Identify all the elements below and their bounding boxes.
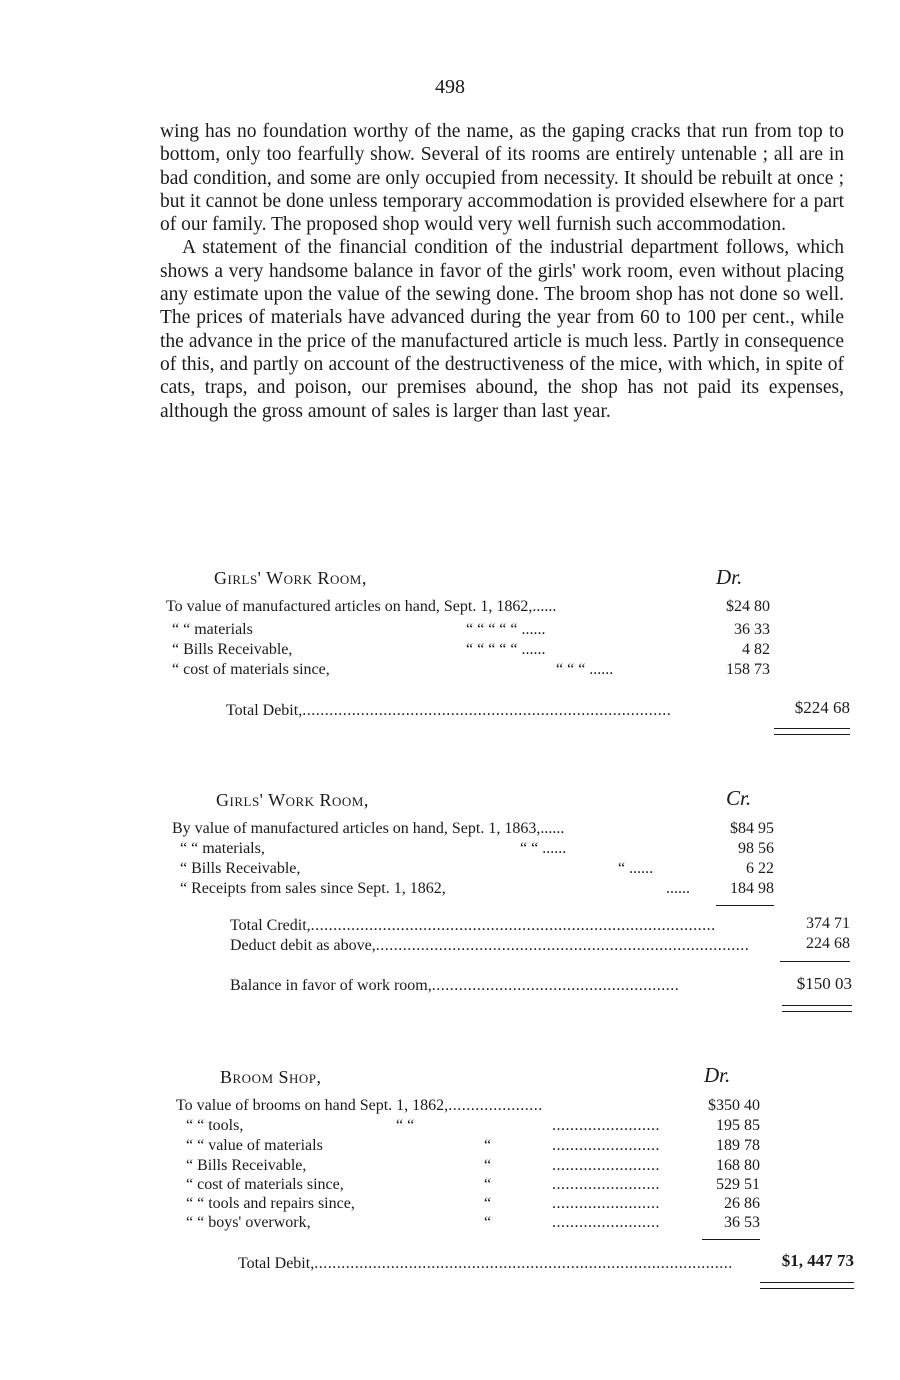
deduct-row <box>230 937 749 955</box>
ledger-amount: 195 85 <box>716 1117 760 1134</box>
ledger-amount: 168 80 <box>716 1157 760 1174</box>
total-label: Total Debit, <box>226 702 303 719</box>
ledger-row-label: “ cost of materials since, <box>172 661 330 678</box>
ledger-row <box>166 598 556 616</box>
double-rule <box>782 1011 852 1012</box>
ledger-ditto: “ <box>484 1157 492 1174</box>
ledger-row-label: “ Bills Receivable, <box>180 860 301 877</box>
ledger-amount: 529 51 <box>716 1176 760 1193</box>
account-heading: Broom Shop, <box>220 1067 322 1087</box>
ledger-ditto: “ “ “ ...... <box>556 661 614 678</box>
account-side: Dr. <box>704 1063 731 1087</box>
total-amount: 374 71 <box>806 915 850 932</box>
total-row <box>226 702 671 720</box>
account-side: Dr. <box>716 565 743 589</box>
account-side: Cr. <box>726 786 752 810</box>
leader-dots: .......................................................................................... <box>310 917 716 934</box>
ledger-ditto: “ ...... <box>618 860 654 877</box>
double-rule <box>760 1288 854 1289</box>
deduct-amount: 224 68 <box>806 935 850 952</box>
body-text <box>160 120 844 423</box>
ledger-amount: 36 33 <box>734 621 770 638</box>
total-row <box>230 917 716 935</box>
page-number: 498 <box>435 76 465 98</box>
leader-dots: ............................................................................................. <box>314 1255 733 1272</box>
ledger-row-label: To value of brooms on hand Sept. 1, 1862, <box>176 1097 449 1114</box>
ledger-row <box>176 1097 543 1115</box>
ledger-row-label: “ cost of materials since, <box>186 1176 344 1193</box>
leader-dots: ........................ <box>552 1137 660 1154</box>
balance-amount: $150 03 <box>796 974 852 993</box>
ledger-row-label: “ “ tools, <box>186 1117 244 1134</box>
ledger-row-label: To value of manufactured articles on hand, Sept. 1, 1862,...... <box>166 598 557 615</box>
deduct-label: Deduct debit as above, <box>230 937 376 954</box>
ledger-amount: $84 95 <box>730 820 774 837</box>
total-label: Total Credit, <box>230 917 311 934</box>
ledger-amount: 26 86 <box>724 1195 760 1212</box>
double-rule <box>782 1005 852 1006</box>
total-amount: $1, 447 73 <box>781 1251 854 1270</box>
account-heading: Girls' Work Room, <box>214 568 367 588</box>
ledger-row-label: “ Receipts from sales since Sept. 1, 1862, <box>180 880 446 897</box>
ledger-ditto: “ “ <box>396 1117 415 1134</box>
leader-dots: ..................... <box>448 1097 543 1114</box>
ledger-ditto: “ <box>484 1176 492 1193</box>
paragraph: A statement of the financial condition of the industrial department follows, which shows a very handsome balance in favor of the girls' work room, even without placing any estimate upon the value of the sewing done. The broom shop has not done so well. The prices of materials have advanced during the year from 60 to 100 per cent., while the advance in the price of the manufactured article is much less. Partly in consequence of this, and partly on account of the destructiveness of the mice, with which, in spite of cats, traps, and poison, our premises abound, the shop has not paid its expenses, although the gross amount of sales is larger than last year. <box>160 237 844 422</box>
balance-row <box>230 977 679 995</box>
leader-dots: ........................ <box>552 1117 660 1134</box>
ledger-row-label: “ “ materials, <box>180 840 265 857</box>
double-rule <box>774 734 850 735</box>
ledger-amount: 98 56 <box>738 840 774 857</box>
ledger-ditto: “ <box>484 1214 492 1231</box>
ledger-row-label: “ “ materials <box>172 621 253 638</box>
ledger-amount: 189 78 <box>716 1137 760 1154</box>
ledger-amount: 36 53 <box>724 1214 760 1231</box>
account-heading: Girls' Work Room, <box>216 790 369 810</box>
ledger-amount: 158 73 <box>726 661 770 678</box>
sum-rule <box>702 1239 760 1240</box>
double-rule <box>760 1282 854 1283</box>
ledger-ditto: “ “ “ “ “ ...... <box>466 621 546 638</box>
ledger-ditto: “ <box>484 1137 492 1154</box>
ledger-row-label: “ Bills Receivable, <box>186 1157 307 1174</box>
sum-rule <box>780 961 850 962</box>
leader-dots: .................................................................................. <box>302 702 672 719</box>
leader-dots: ........................ <box>552 1214 660 1231</box>
ledger-amount: $350 40 <box>708 1097 760 1114</box>
balance-label: Balance in favor of work room, <box>230 977 432 994</box>
leader-dots: ........................ <box>552 1176 660 1193</box>
ledger-row-label: “ “ value of materials <box>186 1137 323 1154</box>
total-row <box>238 1255 733 1273</box>
ledger-row-label: “ “ tools and repairs since, <box>186 1195 355 1212</box>
ledger-row-label: “ Bills Receivable, <box>172 641 293 658</box>
leader-dots: ................................................................................... <box>375 937 750 954</box>
ledger-row-label: By value of manufactured articles on hand, Sept. 1, 1863,...... <box>172 820 565 837</box>
ledger-ditto: “ “ ...... <box>520 840 567 857</box>
sum-rule <box>716 905 774 906</box>
total-amount: $224 68 <box>794 698 850 717</box>
ledger-ditto: “ <box>484 1195 492 1212</box>
ledger-amount: 4 82 <box>742 641 770 658</box>
ledger-amount: $24 80 <box>726 598 770 615</box>
ledger-amount: 6 22 <box>746 860 774 877</box>
paragraph: wing has no foundation worthy of the name, as the gaping cracks that run from top to bottom, only too fearfully show. Several of its rooms are entirely untenable ; all are in bad condition, and some are only occupied from necessity. It should be rebuilt at once ; but it cannot be done unless temporary accommodation is provided elsewhere for a part of our family. The proposed shop would very well furnish such accommodation. <box>160 121 844 236</box>
double-rule <box>774 728 850 729</box>
leader-dots: ........................ <box>552 1157 660 1174</box>
ledger-row-label: “ “ boys' overwork, <box>186 1214 311 1231</box>
ledger-amount: 184 98 <box>730 880 774 897</box>
leader-dots: ....................................................... <box>431 977 680 994</box>
total-label: Total Debit, <box>238 1255 315 1272</box>
ledger-ditto: ...... <box>666 880 690 897</box>
ledger-ditto: “ “ “ “ “ ...... <box>466 641 546 658</box>
leader-dots: ........................ <box>552 1195 660 1212</box>
